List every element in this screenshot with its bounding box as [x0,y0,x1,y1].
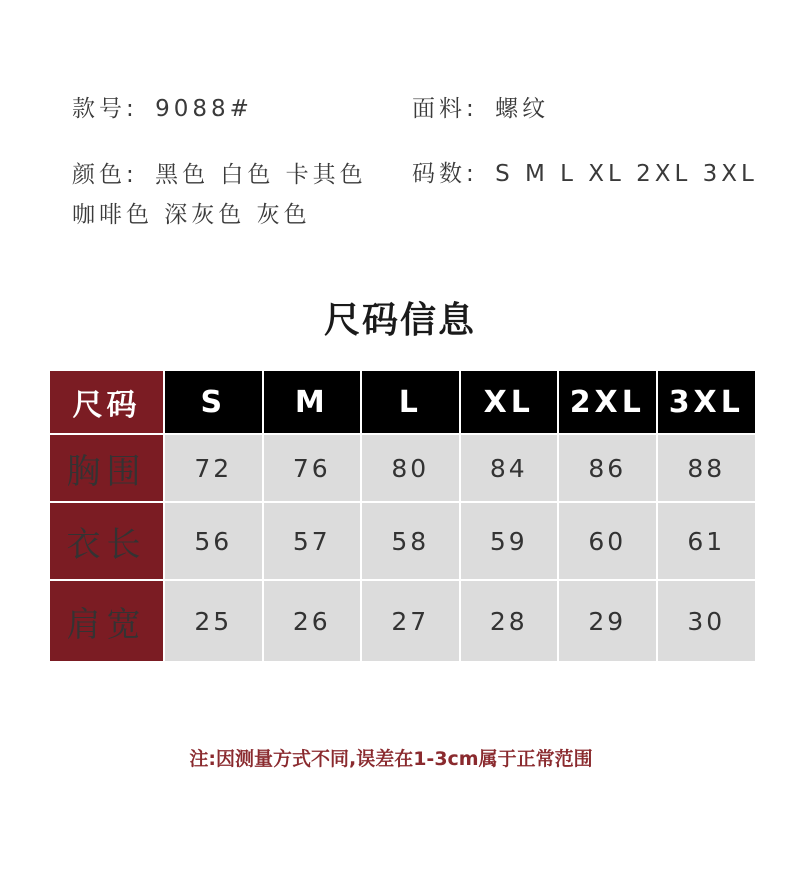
colors-value: 黑色 白色 卡其色 咖啡色 深灰色 灰色 [72,162,367,228]
table-cell: 80 [361,434,460,502]
sizes-label: 码数: [412,161,478,187]
size-info-title: 尺码信息 [323,300,476,341]
size-header-cell: 2XL [558,371,657,434]
colors-info [72,155,392,235]
table-cell: 27 [361,580,460,661]
table-row [50,434,755,502]
table-cell: 58 [361,502,460,580]
measurement-note: 注:因测量方式不同,误差在1-3cm属于正常范围 [189,748,593,770]
table-cell: 28 [460,580,559,661]
table-cell: 25 [164,580,263,661]
colors-label: 颜色: [72,162,138,188]
table-row [50,502,755,580]
table-cell: 60 [558,502,657,580]
size-header-cell: 3XL [657,371,756,434]
table-header-row [50,371,755,434]
style-number-value: 9088# [155,96,253,122]
table-cell: 72 [164,434,263,502]
table-cell: 88 [657,434,756,502]
table-cell: 30 [657,580,756,661]
style-number-info [72,90,253,123]
table-cell: 84 [460,434,559,502]
size-header-cell: S [164,371,263,434]
table-cell: 76 [263,434,362,502]
table-row [50,580,755,661]
size-header-cell: XL [460,371,559,434]
size-header-cell: M [263,371,362,434]
table-cell: 56 [164,502,263,580]
table-cell: 59 [460,502,559,580]
row-label-cell: 衣长 [50,502,164,580]
header-label-cell: 尺码 [50,371,164,434]
size-chart-table [50,371,755,661]
table-cell: 57 [263,502,362,580]
fabric-label: 面料: [412,96,478,122]
style-number-label: 款号: [72,96,138,122]
row-label-cell: 胸围 [50,434,164,502]
fabric-value: 螺纹 [495,96,550,122]
table-cell: 61 [657,502,756,580]
table-cell: 29 [558,580,657,661]
size-header-cell: L [361,371,460,434]
table-cell: 86 [558,434,657,502]
fabric-info [412,90,549,123]
table-cell: 26 [263,580,362,661]
sizes-info [412,155,758,188]
sizes-value: S M L XL 2XL 3XL [495,161,758,187]
row-label-cell: 肩宽 [50,580,164,661]
